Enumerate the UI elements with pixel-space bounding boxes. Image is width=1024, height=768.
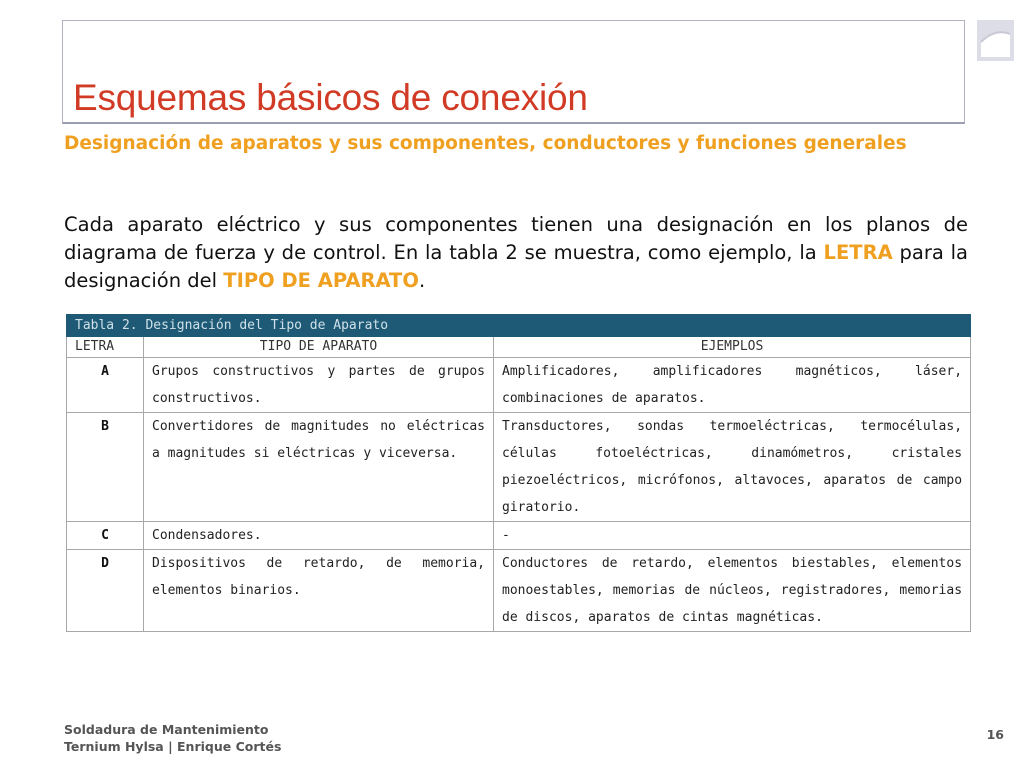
para-text-1: Cada aparato eléctrico y sus componentes tienen una designación en los planos de diagrama de fuerza y de control. En la tabla 2 se muestra, como ejemplo, la (64, 213, 968, 264)
footer-author: Ternium Hylsa | Enrique Cortés (64, 739, 282, 754)
row-letter: C (67, 522, 144, 550)
para-highlight-tipo: TIPO DE APARATO (223, 269, 419, 292)
table-row (67, 522, 971, 550)
table-row (67, 550, 971, 632)
footer (64, 721, 281, 755)
row-tipo: Grupos constructivos y partes de grupos constructivos. (144, 358, 494, 413)
row-tipo: Dispositivos de retardo, de memoria, elementos binarios. (144, 550, 494, 632)
title-box (62, 20, 965, 124)
designation-table (66, 314, 971, 632)
header-tipo: TIPO DE APARATO (144, 337, 494, 358)
table-row (67, 413, 971, 522)
header-letra: LETRA (67, 337, 144, 358)
ternium-logo-icon (977, 20, 1014, 61)
table-row (67, 358, 971, 413)
para-text-3: . (418, 269, 426, 292)
para-highlight-letra: LETRA (823, 241, 893, 264)
table-caption: Tabla 2. Designación del Tipo de Aparato (67, 315, 971, 337)
row-tipo: Convertidores de magnitudes no eléctricas a magnitudes si eléctricas y viceversa. (144, 413, 494, 522)
page-number: 16 (986, 727, 1004, 742)
row-letter: B (67, 413, 144, 522)
row-letter: A (67, 358, 144, 413)
row-ejemplos: Conductores de retardo, elementos biestables, elementos monoestables, memorias de núcleos, registradores, memorias de discos, aparatos de cintas magnéticas. (494, 550, 971, 632)
row-ejemplos: - (494, 522, 971, 550)
row-ejemplos: Transductores, sondas termoeléctricas, termocélulas, células fotoeléctricas, dinamómetros, cristales piezoeléctricos, micrófonos, altavoces, aparatos de campo giratorio. (494, 413, 971, 522)
header-ejemplos: EJEMPLOS (494, 337, 971, 358)
para-text-2: para la designación del (64, 241, 968, 292)
subtitle: Designación de aparatos y sus componentes, conductores y funciones generales (64, 133, 907, 154)
footer-course: Soldadura de Mantenimiento (64, 722, 269, 737)
row-letter: D (67, 550, 144, 632)
logo (977, 20, 1014, 61)
intro-paragraph (64, 211, 968, 295)
slide-title: Esquemas básicos de conexión (73, 77, 588, 118)
row-tipo: Condensadores. (144, 522, 494, 550)
row-ejemplos: Amplificadores, amplificadores magnéticos, láser, combinaciones de aparatos. (494, 358, 971, 413)
